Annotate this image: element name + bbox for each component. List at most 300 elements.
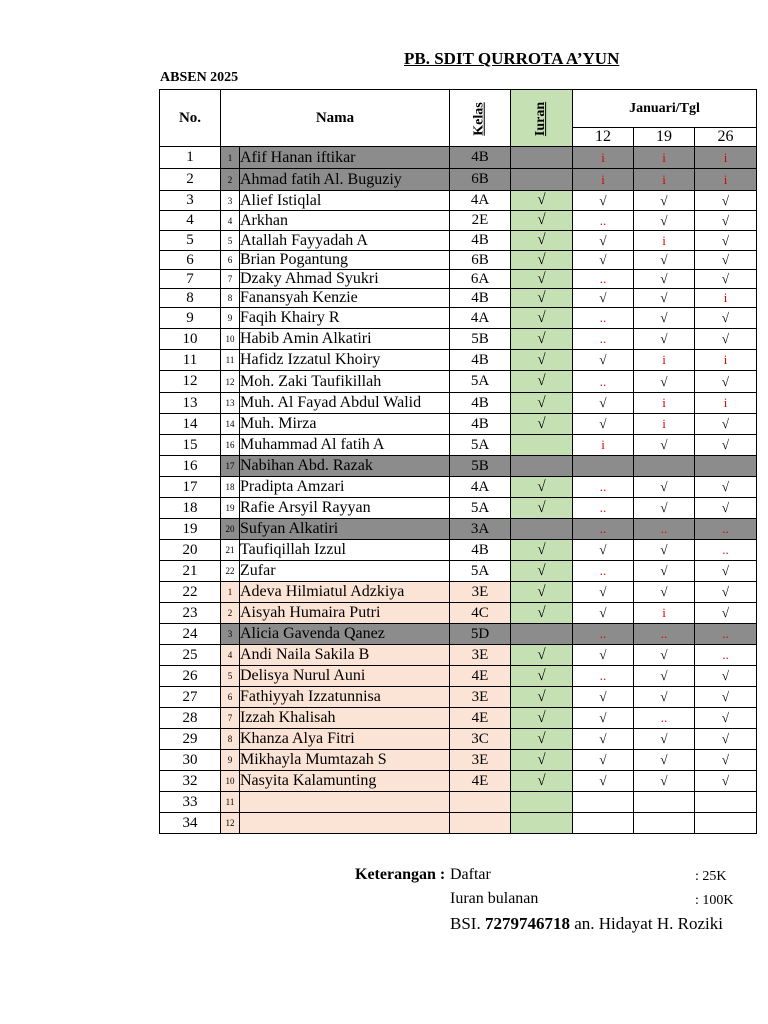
attendance-mark: i xyxy=(695,289,757,308)
attendance-mark: √ xyxy=(634,645,695,666)
attendance-mark xyxy=(573,456,634,477)
table-row xyxy=(160,813,757,834)
student-name: Fanansyah Kenzie xyxy=(240,289,450,308)
iuran-status: √ xyxy=(511,251,573,270)
attendance-mark: √ xyxy=(634,270,695,289)
iuran-status xyxy=(511,813,573,834)
table-row xyxy=(160,519,757,540)
row-subnumber: 5 xyxy=(221,666,240,687)
attendance-mark: √ xyxy=(634,191,695,211)
attendance-mark: √ xyxy=(634,477,695,498)
student-name: Faqih Khairy R xyxy=(240,308,450,329)
row-subnumber: 14 xyxy=(221,414,240,435)
attendance-mark: √ xyxy=(695,231,757,251)
table-row xyxy=(160,289,757,308)
student-name: Nabihan Abd. Razak xyxy=(240,456,450,477)
student-class: 4E xyxy=(450,666,511,687)
student-class: 4C xyxy=(450,603,511,624)
row-number: 5 xyxy=(160,231,221,251)
iuran-status: √ xyxy=(511,561,573,582)
row-number: 6 xyxy=(160,251,221,270)
attendance-mark: i xyxy=(573,147,634,169)
notes-iuran: Iuran bulanan xyxy=(450,890,539,907)
student-class: 4A xyxy=(450,477,511,498)
attendance-mark xyxy=(695,813,757,834)
student-name: Izzah Khalisah xyxy=(240,708,450,729)
attendance-mark: √ xyxy=(695,211,757,231)
attendance-mark: .. xyxy=(695,645,757,666)
row-number: 10 xyxy=(160,329,221,350)
table-row xyxy=(160,147,757,169)
row-number: 1 xyxy=(160,147,221,169)
student-class xyxy=(450,813,511,834)
attendance-mark: .. xyxy=(573,477,634,498)
student-class: 4B xyxy=(450,414,511,435)
row-number: 15 xyxy=(160,435,221,456)
attendance-mark: √ xyxy=(695,435,757,456)
attendance-mark: .. xyxy=(573,270,634,289)
header-nama: Nama xyxy=(221,90,450,147)
header-kelas xyxy=(450,90,511,147)
student-class: 4B xyxy=(450,393,511,414)
iuran-status xyxy=(511,147,573,169)
header-iuran-label: Iuran xyxy=(533,101,549,136)
attendance-mark: i xyxy=(634,231,695,251)
attendance-mark: .. xyxy=(573,519,634,540)
iuran-status: √ xyxy=(511,477,573,498)
row-number: 33 xyxy=(160,792,221,813)
iuran-status: √ xyxy=(511,750,573,771)
attendance-mark: i xyxy=(695,393,757,414)
table-row xyxy=(160,169,757,191)
attendance-mark: √ xyxy=(634,750,695,771)
attendance-mark: i xyxy=(573,435,634,456)
student-class xyxy=(450,792,511,813)
student-class: 5A xyxy=(450,561,511,582)
iuran-status xyxy=(511,435,573,456)
iuran-status: √ xyxy=(511,371,573,393)
table-row xyxy=(160,729,757,750)
attendance-mark: √ xyxy=(695,498,757,519)
row-number: 21 xyxy=(160,561,221,582)
iuran-status: √ xyxy=(511,708,573,729)
student-class: 4A xyxy=(450,191,511,211)
student-name: Fathiyyah Izzatunnisa xyxy=(240,687,450,708)
attendance-mark: .. xyxy=(573,561,634,582)
row-number: 25 xyxy=(160,645,221,666)
table-row xyxy=(160,498,757,519)
attendance-mark: √ xyxy=(695,687,757,708)
header-date: 19 xyxy=(634,128,695,147)
student-class: 4B xyxy=(450,289,511,308)
row-number: 3 xyxy=(160,191,221,211)
row-subnumber: 7 xyxy=(221,708,240,729)
attendance-mark: √ xyxy=(573,603,634,624)
student-name: Alicia Gavenda Qanez xyxy=(240,624,450,645)
attendance-mark: i xyxy=(634,603,695,624)
row-number: 18 xyxy=(160,498,221,519)
iuran-status: √ xyxy=(511,666,573,687)
bank-account-number: 7279746718 xyxy=(484,914,570,933)
student-class: 5A xyxy=(450,371,511,393)
attendance-mark: .. xyxy=(634,708,695,729)
student-class: 5A xyxy=(450,435,511,456)
attendance-mark: √ xyxy=(573,729,634,750)
attendance-mark: √ xyxy=(573,687,634,708)
row-subnumber: 2 xyxy=(221,603,240,624)
table-row xyxy=(160,350,757,371)
attendance-mark: √ xyxy=(634,540,695,561)
row-subnumber: 3 xyxy=(221,624,240,645)
student-class: 5D xyxy=(450,624,511,645)
row-number: 11 xyxy=(160,350,221,371)
iuran-status: √ xyxy=(511,289,573,308)
attendance-mark: √ xyxy=(695,270,757,289)
row-subnumber: 13 xyxy=(221,393,240,414)
attendance-mark xyxy=(634,792,695,813)
student-name: Zufar xyxy=(240,561,450,582)
attendance-mark: √ xyxy=(634,435,695,456)
row-subnumber: 5 xyxy=(221,231,240,251)
row-number: 13 xyxy=(160,393,221,414)
student-class: 6A xyxy=(450,270,511,289)
iuran-status: √ xyxy=(511,211,573,231)
student-class: 4B xyxy=(450,540,511,561)
student-name: Adeva Hilmiatul Adzkiya xyxy=(240,582,450,603)
attendance-mark: √ xyxy=(634,582,695,603)
attendance-mark xyxy=(695,456,757,477)
table-row xyxy=(160,603,757,624)
table-row xyxy=(160,540,757,561)
student-class: 5A xyxy=(450,498,511,519)
attendance-mark: √ xyxy=(634,329,695,350)
student-name: Muhammad Al fatih A xyxy=(240,435,450,456)
row-subnumber: 18 xyxy=(221,477,240,498)
table-row xyxy=(160,231,757,251)
table-row xyxy=(160,750,757,771)
row-number: 4 xyxy=(160,211,221,231)
student-name xyxy=(240,792,450,813)
attendance-mark: √ xyxy=(695,771,757,792)
student-class: 3E xyxy=(450,582,511,603)
row-number: 23 xyxy=(160,603,221,624)
attendance-mark: .. xyxy=(695,540,757,561)
attendance-mark: √ xyxy=(695,477,757,498)
row-subnumber: 17 xyxy=(221,456,240,477)
row-subnumber: 7 xyxy=(221,270,240,289)
row-number: 28 xyxy=(160,708,221,729)
iuran-status: √ xyxy=(511,729,573,750)
row-subnumber: 10 xyxy=(221,329,240,350)
attendance-mark xyxy=(634,456,695,477)
attendance-rows xyxy=(160,147,757,834)
attendance-mark: √ xyxy=(695,414,757,435)
iuran-status: √ xyxy=(511,270,573,289)
row-number: 8 xyxy=(160,289,221,308)
attendance-mark: √ xyxy=(573,393,634,414)
row-number: 24 xyxy=(160,624,221,645)
attendance-mark xyxy=(634,813,695,834)
attendance-mark: i xyxy=(695,169,757,191)
row-subnumber: 11 xyxy=(221,792,240,813)
row-subnumber: 8 xyxy=(221,729,240,750)
table-row xyxy=(160,456,757,477)
student-name: Alief Istiqlal xyxy=(240,191,450,211)
student-class: 3E xyxy=(450,645,511,666)
attendance-mark: √ xyxy=(573,540,634,561)
student-name: Sufyan Alkatiri xyxy=(240,519,450,540)
student-name: Afif Hanan iftikar xyxy=(240,147,450,169)
attendance-mark: .. xyxy=(573,329,634,350)
attendance-mark: √ xyxy=(695,251,757,270)
student-class: 4E xyxy=(450,708,511,729)
header-date: 12 xyxy=(573,128,634,147)
row-number: 7 xyxy=(160,270,221,289)
attendance-mark: √ xyxy=(695,582,757,603)
table-row xyxy=(160,708,757,729)
student-name: Ahmad fatih Al. Buguziy xyxy=(240,169,450,191)
bank-account-holder: an. Hidayat H. Roziki xyxy=(574,914,723,933)
student-name: Habib Amin Alkatiri xyxy=(240,329,450,350)
row-number: 22 xyxy=(160,582,221,603)
header-kelas-label: Kelas xyxy=(471,101,487,136)
iuran-status: √ xyxy=(511,603,573,624)
attendance-mark: √ xyxy=(573,645,634,666)
iuran-status: √ xyxy=(511,498,573,519)
attendance-mark: √ xyxy=(695,308,757,329)
student-name: Khanza Alya Fitri xyxy=(240,729,450,750)
table-row xyxy=(160,582,757,603)
student-class: 4E xyxy=(450,771,511,792)
iuran-status: √ xyxy=(511,231,573,251)
row-number: 26 xyxy=(160,666,221,687)
attendance-mark: i xyxy=(634,147,695,169)
iuran-status: √ xyxy=(511,687,573,708)
attendance-mark: √ xyxy=(695,666,757,687)
row-subnumber: 12 xyxy=(221,371,240,393)
iuran-status: √ xyxy=(511,582,573,603)
row-number: 27 xyxy=(160,687,221,708)
table-row xyxy=(160,771,757,792)
student-name: Dzaky Ahmad Syukri xyxy=(240,270,450,289)
student-name: Rafie Arsyil Rayyan xyxy=(240,498,450,519)
attendance-mark: i xyxy=(573,169,634,191)
student-class: 3E xyxy=(450,750,511,771)
student-name: Muh. Al Fayad Abdul Walid xyxy=(240,393,450,414)
attendance-mark xyxy=(573,813,634,834)
student-name: Andi Naila Sakila B xyxy=(240,645,450,666)
table-row xyxy=(160,645,757,666)
iuran-status xyxy=(511,169,573,191)
attendance-mark: .. xyxy=(573,371,634,393)
attendance-mark: i xyxy=(695,147,757,169)
row-subnumber: 21 xyxy=(221,540,240,561)
attendance-mark: .. xyxy=(573,666,634,687)
attendance-mark: √ xyxy=(695,371,757,393)
attendance-mark: i xyxy=(634,169,695,191)
attendance-mark: √ xyxy=(573,708,634,729)
attendance-mark: √ xyxy=(573,414,634,435)
iuran-status: √ xyxy=(511,414,573,435)
row-subnumber: 1 xyxy=(221,582,240,603)
row-number: 9 xyxy=(160,308,221,329)
header-month: Januari/Tgl xyxy=(573,90,757,128)
attendance-mark: i xyxy=(634,393,695,414)
table-row xyxy=(160,270,757,289)
attendance-mark: √ xyxy=(573,771,634,792)
attendance-mark: √ xyxy=(634,561,695,582)
table-row xyxy=(160,477,757,498)
table-row xyxy=(160,329,757,350)
header-date: 26 xyxy=(695,128,757,147)
row-subnumber: 6 xyxy=(221,251,240,270)
row-number: 29 xyxy=(160,729,221,750)
student-class: 4B xyxy=(450,231,511,251)
student-class: 4A xyxy=(450,308,511,329)
iuran-status: √ xyxy=(511,308,573,329)
student-class: 4B xyxy=(450,350,511,371)
row-number: 30 xyxy=(160,750,221,771)
table-row xyxy=(160,435,757,456)
document-title: PB. SDIT QURROTA A’YUN xyxy=(404,49,620,68)
row-number: 20 xyxy=(160,540,221,561)
iuran-status: √ xyxy=(511,350,573,371)
row-subnumber: 4 xyxy=(221,645,240,666)
student-class: 5B xyxy=(450,329,511,350)
table-row xyxy=(160,414,757,435)
row-number: 2 xyxy=(160,169,221,191)
student-class: 2E xyxy=(450,211,511,231)
row-subnumber: 4 xyxy=(221,211,240,231)
table-row xyxy=(160,561,757,582)
student-name: Nasyita Kalamunting xyxy=(240,771,450,792)
student-class: 6B xyxy=(450,169,511,191)
student-name: Hafidz Izzatul Khoiry xyxy=(240,350,450,371)
attendance-mark: i xyxy=(695,350,757,371)
attendance-mark: √ xyxy=(634,371,695,393)
row-subnumber: 11 xyxy=(221,350,240,371)
attendance-mark: .. xyxy=(573,211,634,231)
student-name: Aisyah Humaira Putri xyxy=(240,603,450,624)
row-subnumber: 12 xyxy=(221,813,240,834)
student-class: 3C xyxy=(450,729,511,750)
iuran-status xyxy=(511,792,573,813)
table-row xyxy=(160,792,757,813)
row-subnumber: 6 xyxy=(221,687,240,708)
attendance-mark: √ xyxy=(634,289,695,308)
student-name: Moh. Zaki Taufikillah xyxy=(240,371,450,393)
attendance-mark: √ xyxy=(695,729,757,750)
attendance-mark: √ xyxy=(573,582,634,603)
row-number: 17 xyxy=(160,477,221,498)
row-number: 19 xyxy=(160,519,221,540)
attendance-mark: i xyxy=(634,350,695,371)
student-class: 6B xyxy=(450,251,511,270)
attendance-mark: √ xyxy=(634,251,695,270)
attendance-mark: √ xyxy=(695,191,757,211)
attendance-mark: √ xyxy=(695,750,757,771)
student-name: Mikhayla Mumtazah S xyxy=(240,750,450,771)
row-subnumber: 8 xyxy=(221,289,240,308)
table-row xyxy=(160,687,757,708)
row-number: 12 xyxy=(160,371,221,393)
notes-label: Keterangan : xyxy=(355,866,446,883)
row-number: 32 xyxy=(160,771,221,792)
table-row xyxy=(160,308,757,329)
iuran-status: √ xyxy=(511,645,573,666)
row-subnumber: 16 xyxy=(221,435,240,456)
student-name: Taufiqillah Izzul xyxy=(240,540,450,561)
attendance-mark: √ xyxy=(634,771,695,792)
row-subnumber: 1 xyxy=(221,147,240,169)
attendance-mark: √ xyxy=(695,561,757,582)
row-number: 34 xyxy=(160,813,221,834)
iuran-status: √ xyxy=(511,540,573,561)
row-subnumber: 22 xyxy=(221,561,240,582)
attendance-mark: .. xyxy=(695,624,757,645)
attendance-mark: √ xyxy=(695,708,757,729)
attendance-mark: √ xyxy=(573,251,634,270)
attendance-mark: i xyxy=(634,414,695,435)
header-no: No. xyxy=(160,90,221,147)
iuran-status: √ xyxy=(511,393,573,414)
student-class: 5B xyxy=(450,456,511,477)
student-name: Brian Pogantung xyxy=(240,251,450,270)
attendance-mark: √ xyxy=(695,329,757,350)
iuran-status xyxy=(511,624,573,645)
attendance-mark: √ xyxy=(634,498,695,519)
document-subtitle: ABSEN 2025 xyxy=(160,70,239,85)
student-name: Muh. Mirza xyxy=(240,414,450,435)
row-subnumber: 9 xyxy=(221,750,240,771)
attendance-mark: √ xyxy=(573,191,634,211)
student-name: Delisya Nurul Auni xyxy=(240,666,450,687)
student-name: Pradipta Amzari xyxy=(240,477,450,498)
attendance-mark: .. xyxy=(695,519,757,540)
row-subnumber: 9 xyxy=(221,308,240,329)
row-subnumber: 19 xyxy=(221,498,240,519)
table-row xyxy=(160,371,757,393)
table-row xyxy=(160,251,757,270)
attendance-mark: .. xyxy=(634,624,695,645)
attendance-mark xyxy=(573,792,634,813)
attendance-mark: .. xyxy=(634,519,695,540)
attendance-mark: √ xyxy=(634,211,695,231)
bank-prefix: BSI. xyxy=(450,914,481,933)
row-subnumber: 3 xyxy=(221,191,240,211)
attendance-mark: .. xyxy=(573,498,634,519)
header-iuran xyxy=(511,90,573,147)
iuran-status: √ xyxy=(511,329,573,350)
iuran-status xyxy=(511,519,573,540)
attendance-mark: √ xyxy=(695,603,757,624)
table-row xyxy=(160,191,757,211)
attendance-mark: .. xyxy=(573,308,634,329)
iuran-status xyxy=(511,456,573,477)
table-row xyxy=(160,624,757,645)
row-subnumber: 2 xyxy=(221,169,240,191)
attendance-mark: .. xyxy=(573,624,634,645)
attendance-mark: √ xyxy=(634,666,695,687)
table-row xyxy=(160,393,757,414)
notes-daftar-value: : 25K xyxy=(695,869,727,884)
attendance-mark: √ xyxy=(634,729,695,750)
attendance-table xyxy=(159,89,757,834)
attendance-mark: √ xyxy=(573,231,634,251)
attendance-mark: √ xyxy=(634,308,695,329)
notes-daftar: Daftar xyxy=(450,866,491,883)
notes-bank xyxy=(450,914,723,934)
